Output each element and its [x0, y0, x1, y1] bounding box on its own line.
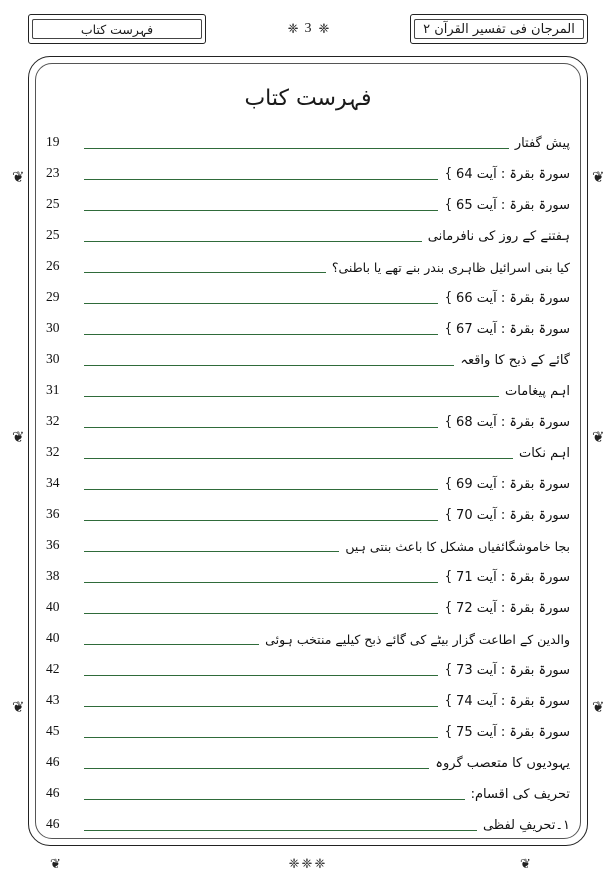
- toc-page-number: 46: [46, 816, 60, 831]
- toc-row[interactable]: [46, 618, 570, 649]
- toc-row[interactable]: [46, 494, 570, 525]
- toc-page-number: 25: [46, 227, 60, 242]
- toc-entry-group: [435, 756, 570, 773]
- brace-ornament-icon: }: [445, 507, 453, 523]
- toc-entry-label: اہم پیغامات: [505, 384, 570, 399]
- toc-entry-label: سورۃ بقرۃ : آیت 65: [456, 198, 570, 213]
- toc-row[interactable]: [46, 153, 570, 184]
- toc-row[interactable]: [46, 246, 570, 277]
- toc-leader-line: [84, 628, 259, 645]
- toc-entry-group: [444, 414, 570, 432]
- toc-entry-label: ہفتنے کے روز کی نافرمانی: [427, 229, 570, 244]
- toc-entry-group: [460, 353, 570, 370]
- toc-row[interactable]: [46, 122, 570, 153]
- header-left-label: فہرست کتاب: [80, 21, 154, 37]
- book-title-label: المرجان فی تفسیر القرآن ۲: [423, 21, 575, 37]
- toc-entry-label: والدین کے اطاعت گزار بیٹے کی گائے ذبح کیلیے منتخب ہوئی: [265, 632, 570, 647]
- toc-entry-label: سورۃ بقرۃ : آیت 64: [456, 167, 570, 182]
- toc-row[interactable]: [46, 680, 570, 711]
- toc-row[interactable]: [46, 308, 570, 339]
- toc-page-number: 43: [46, 692, 60, 707]
- brace-ornament-icon: }: [445, 662, 453, 678]
- toc-leader-line: [84, 473, 438, 490]
- toc-row[interactable]: [46, 804, 570, 835]
- toc-entry-group: [505, 384, 570, 401]
- toc-leader-line: [84, 318, 438, 335]
- toc-leader-line: [84, 597, 438, 614]
- toc-entry-group: [345, 539, 570, 556]
- brace-ornament-icon: }: [445, 290, 453, 306]
- toc-leader-line: [84, 659, 438, 676]
- toc-entry-label: سورۃ بقرۃ : آیت 66: [456, 291, 570, 306]
- toc-leader-line: [84, 442, 513, 459]
- toc-page-number: 32: [46, 444, 60, 459]
- toc-page-number: 30: [46, 351, 60, 366]
- toc-leader-line: [84, 194, 438, 211]
- toc-row[interactable]: [46, 184, 570, 215]
- toc-entry-group: [515, 136, 570, 153]
- toc-leader-line: [84, 752, 429, 769]
- toc-entry-label: سورۃ بقرۃ : آیت 69: [456, 477, 570, 492]
- ornament-left-icon: ❈: [287, 21, 298, 37]
- toc-entry-group: [444, 569, 570, 587]
- brace-ornament-icon: }: [445, 321, 453, 337]
- toc-row[interactable]: [46, 742, 570, 773]
- toc-entry-group: [428, 229, 570, 246]
- toc-row[interactable]: [46, 370, 570, 401]
- toc-page-number: 40: [46, 599, 60, 614]
- side-ornament-icon: ❦: [592, 168, 605, 186]
- toc-leader-line: [84, 814, 477, 831]
- toc-row[interactable]: [46, 525, 570, 556]
- toc-page-number: 25: [46, 196, 60, 211]
- toc-row[interactable]: [46, 277, 570, 308]
- brace-ornament-icon: }: [445, 600, 453, 616]
- toc-entry-label: تحریف کی اقسام:: [470, 787, 570, 802]
- toc-entry-group: [519, 446, 570, 463]
- side-ornament-icon: ❦: [12, 698, 25, 716]
- toc-entry-group: [471, 787, 570, 804]
- toc-entry-group: [444, 507, 570, 525]
- side-ornament-icon: ❦: [592, 428, 605, 446]
- bottom-ornament-icon: ❈❈❈: [288, 857, 328, 872]
- toc-page-number: 34: [46, 475, 60, 490]
- toc-row[interactable]: [46, 649, 570, 680]
- toc-leader-line: [84, 256, 326, 273]
- toc-page-number: 36: [46, 506, 60, 521]
- toc-entry-label: سورۃ بقرۃ : آیت 70: [456, 508, 570, 523]
- page-number: 3: [304, 21, 312, 36]
- toc-entry-label: کیا بنی اسرائیل ظاہری بندر بنے تھے یا باطنی؟: [331, 260, 570, 275]
- toc-row[interactable]: [46, 215, 570, 246]
- toc-page-number: 42: [46, 661, 60, 676]
- toc-row[interactable]: [46, 556, 570, 587]
- toc-leader-line: [84, 411, 438, 428]
- toc-row[interactable]: [46, 587, 570, 618]
- toc-page-number: 38: [46, 568, 60, 583]
- toc-entry-group: [444, 724, 570, 742]
- toc-entry-group: [444, 166, 570, 184]
- toc-entry-label: سورۃ بقرۃ : آیت 74: [456, 694, 570, 709]
- toc-leader-line: [84, 380, 499, 397]
- toc-entry-label: سورۃ بقرۃ : آیت 72: [456, 601, 570, 616]
- toc-leader-line: [84, 163, 438, 180]
- toc-page-number: 36: [46, 537, 60, 552]
- toc-leader-line: [84, 721, 438, 738]
- toc-entry-label: گائے کے ذبح کا واقعہ: [460, 353, 570, 368]
- toc-leader-line: [84, 504, 438, 521]
- bottom-left-ornament-icon: ❦: [50, 857, 61, 872]
- toc-entry-label: سورۃ بقرۃ : آیت 67: [456, 322, 570, 337]
- toc-entry-label: سورۃ بقرۃ : آیت 75: [456, 725, 570, 740]
- toc-entry-group: [444, 662, 570, 680]
- side-ornament-icon: ❦: [12, 168, 25, 186]
- page-number-group: [288, 21, 329, 37]
- toc-entry-label: اہم نکات: [518, 446, 570, 461]
- toc-leader-line: [84, 132, 509, 149]
- header-right-box: [410, 14, 588, 44]
- ornament-right-icon: ❈: [318, 21, 329, 37]
- toc-entry-label: یہودیوں کا متعصب گروہ: [435, 756, 570, 771]
- toc-page-number: 46: [46, 754, 60, 769]
- page-header: [28, 8, 588, 50]
- toc-leader-line: [84, 566, 438, 583]
- side-ornament-icon: ❦: [12, 428, 25, 446]
- brace-ornament-icon: }: [445, 197, 453, 213]
- toc-row[interactable]: [46, 463, 570, 494]
- toc-page-number: 29: [46, 289, 60, 304]
- toc-row[interactable]: [46, 339, 570, 370]
- toc-leader-line: [84, 287, 438, 304]
- toc-entry-label: سورۃ بقرۃ : آیت 71: [456, 570, 570, 585]
- bottom-right-ornament-icon: ❦: [520, 857, 531, 872]
- brace-ornament-icon: }: [445, 569, 453, 585]
- toc-page-number: 19: [46, 134, 60, 149]
- header-left-box: [28, 14, 206, 44]
- table-of-contents: [46, 122, 570, 835]
- toc-entry-label: بجا خاموشگائفیاں مشکل کا باعث بنتی ہیں: [345, 539, 570, 554]
- toc-entry-group: [444, 600, 570, 618]
- toc-page-number: 31: [46, 382, 60, 397]
- toc-entry-label: پیش گفتار: [514, 136, 570, 151]
- brace-ornament-icon: }: [445, 724, 453, 740]
- toc-page-number: 45: [46, 723, 60, 738]
- toc-leader-line: [84, 225, 422, 242]
- toc-entry-label: ۱۔تحریفِ لفظی: [482, 818, 570, 833]
- toc-entry-group: [332, 260, 570, 277]
- toc-page-number: 40: [46, 630, 60, 645]
- page-title: فہرست کتاب: [244, 86, 372, 111]
- toc-entry-group: [483, 818, 570, 835]
- toc-row[interactable]: [46, 773, 570, 804]
- toc-page-number: 23: [46, 165, 60, 180]
- toc-page-number: 30: [46, 320, 60, 335]
- toc-entry-group: [444, 197, 570, 215]
- toc-page-number: 26: [46, 258, 60, 273]
- toc-entry-group: [444, 476, 570, 494]
- toc-leader-line: [84, 690, 438, 707]
- toc-row[interactable]: [46, 711, 570, 742]
- toc-page-number: 46: [46, 785, 60, 800]
- toc-entry-group: [444, 693, 570, 711]
- brace-ornament-icon: }: [445, 476, 453, 492]
- toc-entry-group: [444, 321, 570, 339]
- toc-row[interactable]: [46, 401, 570, 432]
- toc-leader-line: [84, 783, 465, 800]
- toc-entry-label: سورۃ بقرۃ : آیت 73: [456, 663, 570, 678]
- toc-leader-line: [84, 535, 339, 552]
- brace-ornament-icon: }: [445, 166, 453, 182]
- toc-entry-group: [444, 290, 570, 308]
- side-ornament-icon: ❦: [592, 698, 605, 716]
- brace-ornament-icon: }: [445, 414, 453, 430]
- toc-entry-label: سورۃ بقرۃ : آیت 68: [456, 415, 570, 430]
- toc-entry-group: [265, 632, 570, 649]
- brace-ornament-icon: }: [445, 693, 453, 709]
- toc-page-number: 32: [46, 413, 60, 428]
- toc-leader-line: [84, 349, 454, 366]
- toc-row[interactable]: [46, 432, 570, 463]
